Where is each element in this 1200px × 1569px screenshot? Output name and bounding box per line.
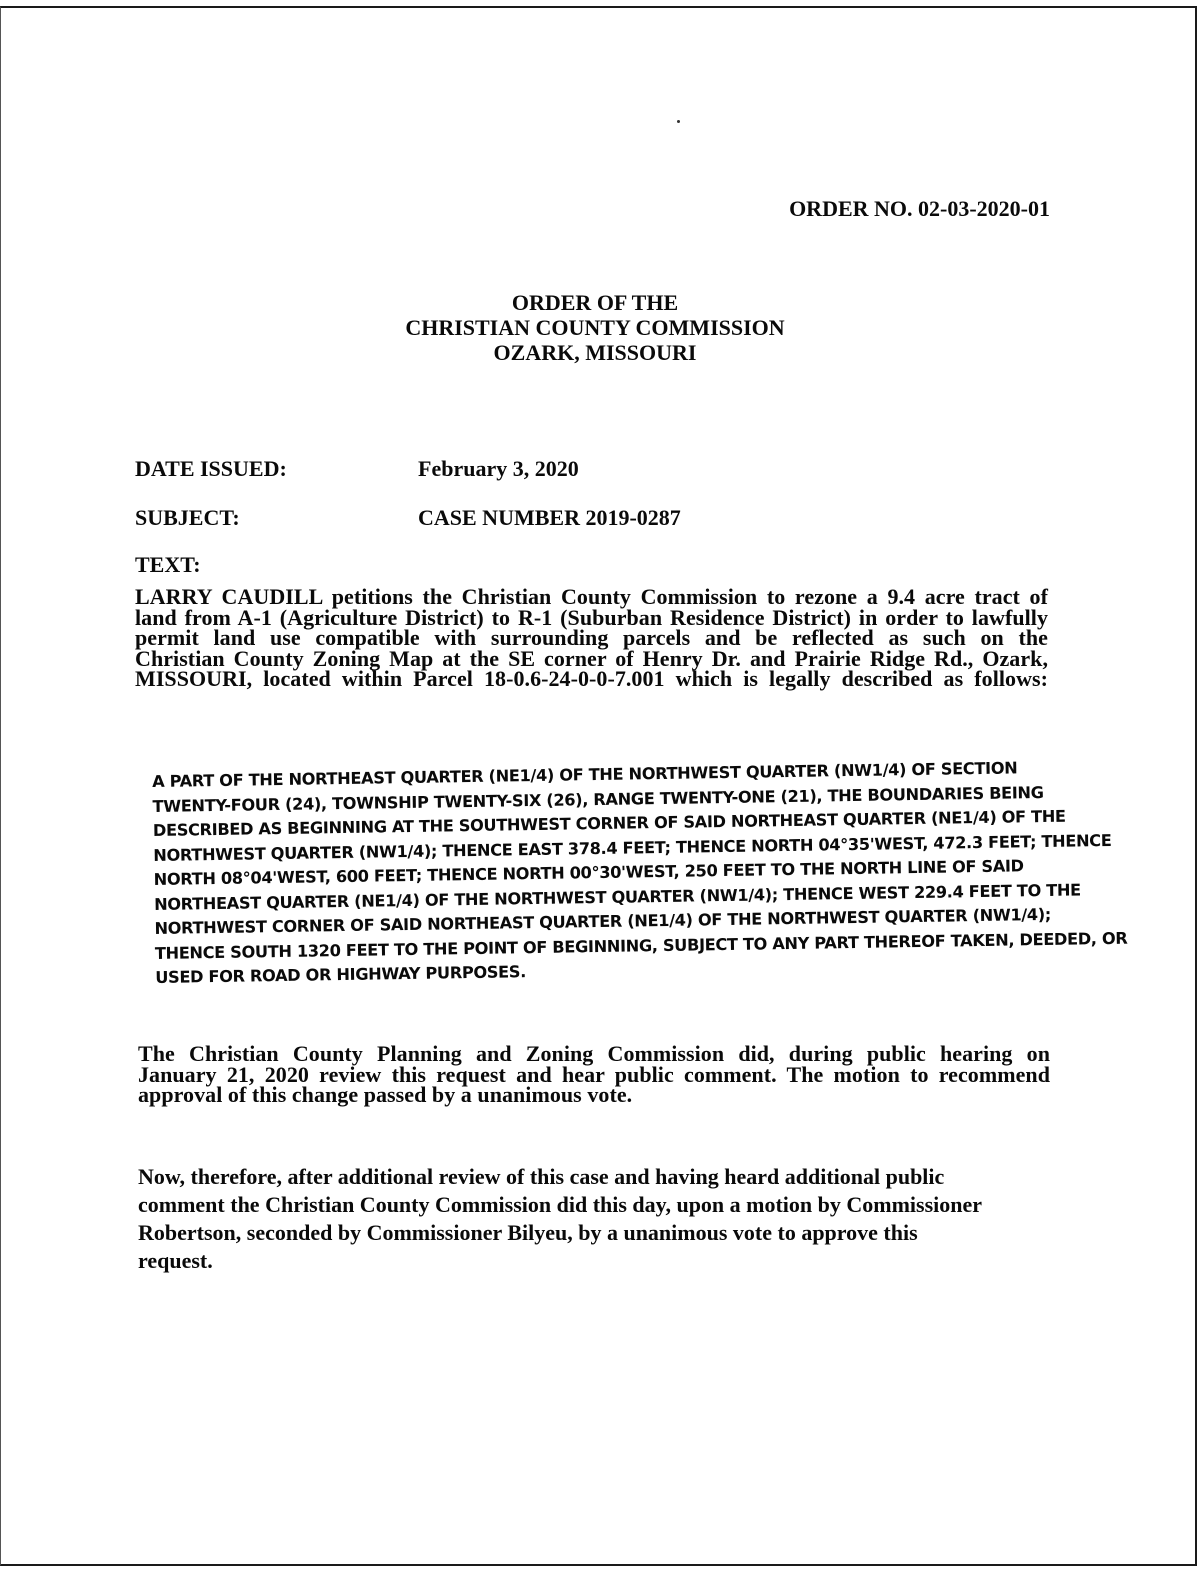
date-issued-value: February 3, 2020 bbox=[418, 456, 579, 481]
subject-label: SUBJECT: bbox=[135, 505, 240, 530]
petition-line: LARRY CAUDILL petitions the Christian County Commission to rezone a 9.4 acre tract of bbox=[135, 584, 1048, 609]
legal-line: DESCRIBED AS BEGINNING AT THE SOUTHWEST CORNER OF SAID NORTHEAST QUARTER (NE1/4) OF THE bbox=[152, 806, 1066, 840]
legal-line: USED FOR ROAD OR HIGHWAY PURPOSES. bbox=[155, 962, 527, 987]
legal-line: NORTH 08°04'WEST, 600 FEET; THENCE NORTH 00°30'WEST, 250 FEET TO THE NORTH LINE OF SAID bbox=[153, 856, 1024, 889]
legal-line: THENCE SOUTH 1320 FEET TO THE POINT OF BEGINNING, SUBJECT TO ANY PART THEREOF TAKEN, DEEDED, OR bbox=[154, 928, 1128, 963]
closing-line: Now, therefore, after additional review of this case and having heard additional public bbox=[138, 1164, 945, 1189]
legal-line: NORTHWEST CORNER OF SAID NORTHEAST QUARTER (NE1/4) OF THE NORTHWEST QUARTER (NW1/4); bbox=[154, 904, 1052, 938]
legal-line: A PART OF THE NORTHEAST QUARTER (NE1/4) OF THE NORTHWEST QUARTER (NW1/4) OF SECTION bbox=[152, 758, 1018, 791]
legal-line: NORTHWEST QUARTER (NW1/4); THENCE EAST 378.4 FEET; THENCE NORTH 04°35'WEST, 472.3 FEET; THENCE bbox=[153, 830, 1112, 865]
petition-line: MISSOURI, located within Parcel 18-0.6-24-0-0-7.001 which is legally described as follows: bbox=[135, 666, 1048, 691]
closing-line: request. bbox=[138, 1248, 213, 1273]
planning-line: The Christian County Planning and Zoning Commission did, during public hearing on bbox=[138, 1041, 1050, 1066]
petition-line: land from A-1 (Agriculture District) to R-1 (Suburban Residence District) in order to lawfully bbox=[135, 604, 1048, 630]
planning-paragraph bbox=[138, 1041, 1051, 1107]
petition-line: Christian County Zoning Map at the SE corner of Henry Dr. and Prairie Ridge Rd., Ozark, bbox=[135, 645, 1048, 671]
planning-line: approval of this change passed by a unanimous vote. bbox=[138, 1082, 633, 1107]
legal-line: TWENTY-FOUR (24), TOWNSHIP TWENTY-SIX (26), RANGE TWENTY-ONE (21), THE BOUNDARIES BEING bbox=[152, 782, 1044, 816]
planning-line: January 21, 2020 review this request and hear public comment. The motion to recommend bbox=[138, 1061, 1050, 1087]
order-number: ORDER NO. 02-03-2020-01 bbox=[789, 196, 1050, 221]
subject-value: CASE NUMBER 2019-0287 bbox=[418, 505, 681, 530]
petition-paragraph bbox=[135, 584, 1048, 691]
heading-line-1: ORDER OF THE bbox=[511, 290, 679, 315]
closing-paragraph bbox=[138, 1163, 982, 1275]
heading-line-3: OZARK, MISSOURI bbox=[493, 340, 697, 365]
heading-line-2: CHRISTIAN COUNTY COMMISSION bbox=[405, 315, 785, 340]
legal-line: NORTHEAST QUARTER (NE1/4) OF THE NORTHWEST QUARTER (NW1/4); THENCE WEST 229.4 FEET TO THE bbox=[153, 879, 1081, 914]
scan-speck bbox=[677, 120, 680, 123]
document-heading bbox=[300, 290, 890, 365]
closing-line: Robertson, seconded by Commissioner Bilyeu, by a unanimous vote to approve this bbox=[138, 1220, 918, 1245]
date-issued-label: DATE ISSUED: bbox=[135, 456, 287, 481]
legal-description bbox=[152, 755, 1128, 991]
petition-line: permit land use compatible with surrounding parcels and be reflected as such on the bbox=[135, 625, 1048, 650]
text-label: TEXT: bbox=[135, 552, 201, 577]
closing-line: comment the Christian County Commission did this day, upon a motion by Commissioner bbox=[138, 1192, 983, 1217]
